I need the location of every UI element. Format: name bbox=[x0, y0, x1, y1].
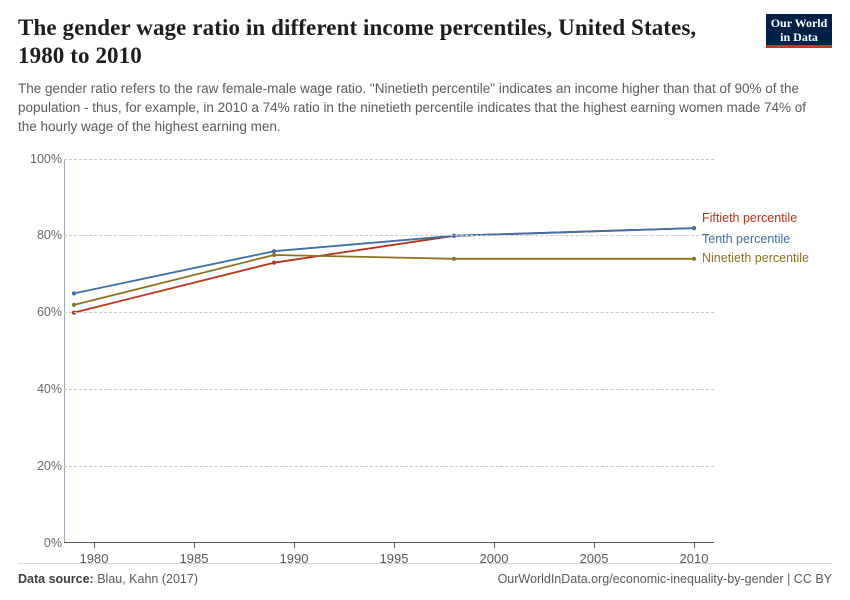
series-label[interactable]: Tenth percentile bbox=[702, 231, 791, 246]
data-source bbox=[18, 572, 198, 586]
chart-subtitle: The gender ratio refers to the raw female-male wage ratio. "Ninetieth percentile" indicates an income higher than that of 90% of the population - thus, for example, in 2010 a 74% ratio in the ninetieth percentile indicates that the highest earning women made 74% of the hourly wage of the highest earning men. bbox=[18, 81, 806, 135]
y-axis-tick-label: 20% bbox=[36, 458, 62, 473]
series-line bbox=[74, 255, 694, 305]
chart-area bbox=[18, 151, 832, 571]
x-axis-tick bbox=[494, 543, 495, 548]
series-point bbox=[272, 249, 276, 253]
gridline bbox=[64, 466, 714, 467]
x-axis-tick bbox=[194, 543, 195, 548]
series-point bbox=[72, 291, 76, 295]
data-source-label: Data source: bbox=[18, 572, 94, 586]
series-point bbox=[272, 252, 276, 256]
chart-header bbox=[18, 14, 832, 137]
x-axis-tick bbox=[594, 543, 595, 548]
x-axis-tick bbox=[694, 543, 695, 548]
series-label[interactable]: Fiftieth percentile bbox=[702, 210, 798, 225]
x-axis-tick-label: 1985 bbox=[179, 550, 209, 566]
x-axis-tick bbox=[294, 543, 295, 548]
plot-region bbox=[30, 151, 810, 566]
data-source-value: Blau, Kahn (2017) bbox=[97, 572, 198, 586]
x-axis-tick-label: 2000 bbox=[479, 550, 509, 566]
logo-line-2: in Data bbox=[780, 29, 818, 44]
chart-footer bbox=[18, 563, 832, 586]
x-axis-tick bbox=[394, 543, 395, 548]
series-point bbox=[692, 226, 696, 230]
logo-line-1: Our World bbox=[770, 16, 828, 30]
y-axis-tick-label: 0% bbox=[43, 535, 62, 550]
x-axis-tick-label: 1980 bbox=[79, 550, 109, 566]
x-axis-tick bbox=[94, 543, 95, 548]
y-axis-tick-label: 40% bbox=[36, 381, 62, 396]
y-axis-tick-label: 80% bbox=[36, 228, 62, 243]
gridline bbox=[64, 159, 714, 160]
series-line bbox=[74, 228, 694, 293]
series-point bbox=[272, 260, 276, 264]
x-axis-tick-label: 2005 bbox=[579, 550, 609, 566]
owid-logo[interactable] bbox=[766, 14, 832, 48]
series-point bbox=[452, 256, 456, 260]
gridline bbox=[64, 235, 714, 236]
series-point bbox=[72, 302, 76, 306]
series-point bbox=[692, 256, 696, 260]
attribution-link[interactable]: OurWorldInData.org/economic-inequality-by-gender | CC BY bbox=[497, 572, 832, 586]
series-label[interactable]: Ninetieth percentile bbox=[702, 251, 810, 266]
y-axis-tick-label: 100% bbox=[30, 151, 62, 166]
x-axis-tick-label: 1995 bbox=[379, 550, 409, 566]
page-title: The gender wage ratio in different income percentiles, United States, 1980 to 2010 bbox=[18, 15, 697, 69]
series-lines bbox=[64, 159, 714, 543]
x-axis-tick-label: 1990 bbox=[279, 550, 309, 566]
series-line bbox=[74, 228, 694, 313]
gridline bbox=[64, 312, 714, 313]
y-axis-tick-label: 60% bbox=[36, 305, 62, 320]
gridline bbox=[64, 389, 714, 390]
x-axis-tick-label: 2010 bbox=[679, 550, 709, 566]
